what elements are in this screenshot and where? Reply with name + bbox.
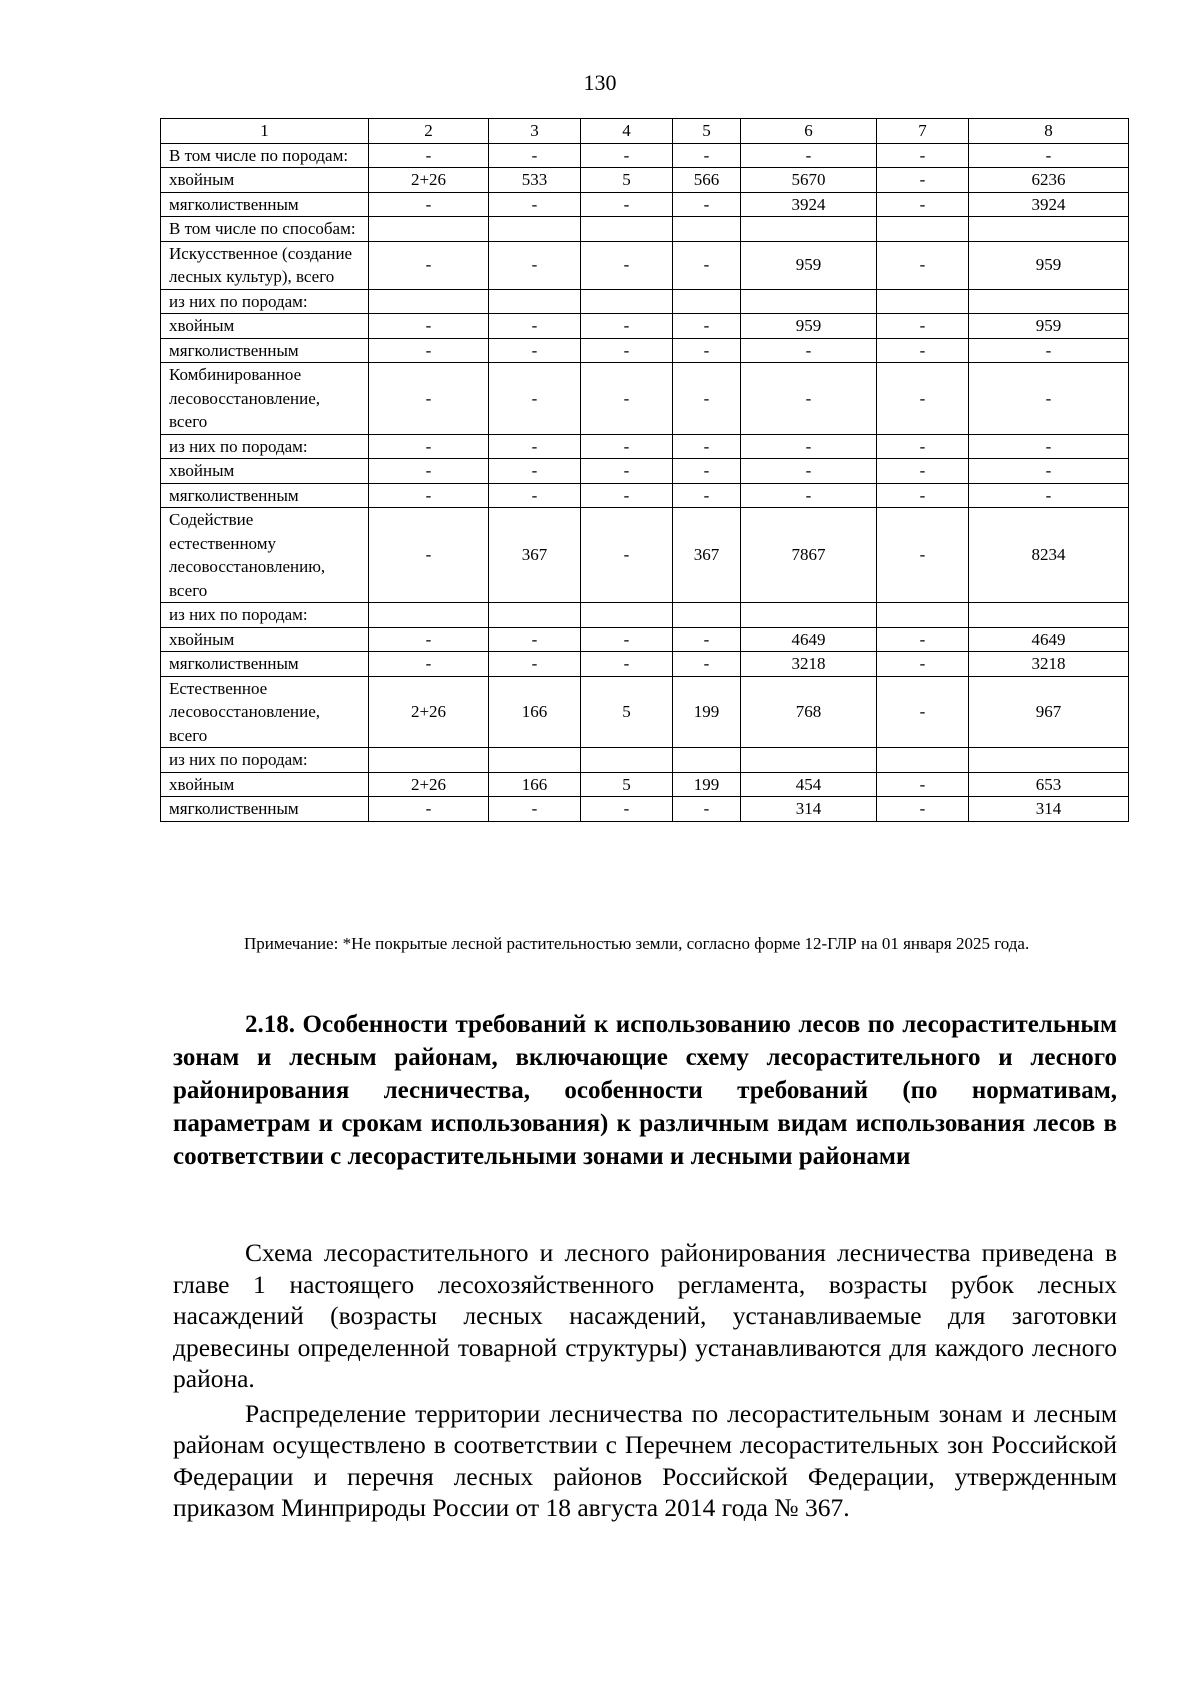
table-row: [161, 797, 1129, 822]
table-cell: -: [673, 314, 741, 339]
table-cell: [369, 603, 489, 628]
table-cell: -: [581, 192, 673, 217]
table-cell: -: [369, 459, 489, 484]
table-cell: [877, 748, 969, 773]
table-cell: 959: [741, 314, 877, 339]
table-cell: 199: [673, 676, 741, 748]
table-cell: -: [581, 483, 673, 508]
table-cell: -: [489, 797, 581, 822]
table-cell: -: [741, 483, 877, 508]
table-cell: -: [581, 652, 673, 677]
table-cell: [673, 603, 741, 628]
table-row: [161, 603, 1129, 628]
table-cell: -: [581, 143, 673, 168]
table-cell: -: [489, 483, 581, 508]
row-label: В том числе по способам:: [161, 217, 369, 242]
table-cell: 4649: [969, 627, 1129, 652]
table-cell: 533: [489, 168, 581, 193]
table-cell: 967: [969, 676, 1129, 748]
row-label: Содействие естественному лесовосстановлению, всего: [161, 508, 369, 603]
table-cell: -: [877, 772, 969, 797]
row-label: Комбинированное лесовосстановление, всего: [161, 363, 369, 435]
table-cell: -: [741, 459, 877, 484]
table-row: [161, 363, 1129, 435]
table-cell: -: [489, 652, 581, 677]
table-footnote: Примечание: *Не покрытые лесной растительностью земли, согласно форме 12-ГЛР на 01 января 2025 года.: [244, 934, 1030, 953]
table-cell: 454: [741, 772, 877, 797]
row-label: из них по породам:: [161, 289, 369, 314]
table-cell: 3218: [741, 652, 877, 677]
table-cell: -: [673, 241, 741, 289]
table-cell: 8234: [969, 508, 1129, 603]
table-cell: -: [877, 363, 969, 435]
table-cell: -: [489, 241, 581, 289]
table-cell: -: [969, 483, 1129, 508]
table-cell: -: [969, 143, 1129, 168]
row-label: хвойным: [161, 627, 369, 652]
table-row: [161, 168, 1129, 193]
table-cell: 314: [741, 797, 877, 822]
table-cell: -: [877, 314, 969, 339]
table-cell: 314: [969, 797, 1129, 822]
table-cell: 3924: [741, 192, 877, 217]
table-cell: -: [877, 676, 969, 748]
forest-restoration-table-container: [160, 118, 1128, 822]
table-cell: -: [877, 143, 969, 168]
row-label: из них по породам:: [161, 603, 369, 628]
column-number: 1: [161, 119, 369, 144]
table-cell: -: [877, 338, 969, 363]
row-label: мягколиственным: [161, 797, 369, 822]
column-number: 5: [673, 119, 741, 144]
table-cell: 3218: [969, 652, 1129, 677]
table-cell: [369, 748, 489, 773]
table-cell: -: [673, 652, 741, 677]
table-cell: [969, 603, 1129, 628]
table-cell: -: [877, 627, 969, 652]
table-cell: 367: [673, 508, 741, 603]
table-cell: -: [369, 143, 489, 168]
table-cell: -: [581, 508, 673, 603]
table-cell: 768: [741, 676, 877, 748]
table-row: [161, 459, 1129, 484]
table-cell: 653: [969, 772, 1129, 797]
table-cell: [489, 217, 581, 242]
table-row: [161, 338, 1129, 363]
table-cell: -: [369, 363, 489, 435]
table-cell: -: [581, 627, 673, 652]
table-cell: -: [369, 338, 489, 363]
table-cell: [969, 289, 1129, 314]
table-cell: -: [489, 192, 581, 217]
table-cell: -: [741, 363, 877, 435]
table-cell: 166: [489, 772, 581, 797]
table-cell: [741, 289, 877, 314]
table-cell: -: [581, 797, 673, 822]
table-row: [161, 652, 1129, 677]
table-cell: -: [369, 797, 489, 822]
column-number: 8: [969, 119, 1129, 144]
table-cell: -: [489, 143, 581, 168]
paragraph: Схема лесорастительного и лесного районирования лесничества приведена в главе 1 настоящего лесохозяйственного регламента, возрасты рубок лесных насаждений (возрасты лесных насаждений, устанавливаемые для заготовки древесины определенной товарной структуры) устанавливаются для каждого лесного района.: [173, 1238, 1117, 1393]
table-row: [161, 748, 1129, 773]
table-cell: -: [969, 363, 1129, 435]
table-cell: [581, 748, 673, 773]
row-label: мягколиственным: [161, 652, 369, 677]
row-label: хвойным: [161, 314, 369, 339]
table-cell: [369, 289, 489, 314]
table-row: [161, 143, 1129, 168]
table-cell: -: [741, 338, 877, 363]
table-cell: -: [877, 192, 969, 217]
table-cell: 5: [581, 676, 673, 748]
table-cell: -: [673, 363, 741, 435]
table-cell: -: [673, 434, 741, 459]
table-cell: -: [489, 363, 581, 435]
table-cell: 5: [581, 168, 673, 193]
table-row: [161, 508, 1129, 603]
table-cell: -: [673, 143, 741, 168]
row-label: Естественное лесовосстановление, всего: [161, 676, 369, 748]
column-number: 4: [581, 119, 673, 144]
table-cell: 2+26: [369, 676, 489, 748]
table-cell: 4649: [741, 627, 877, 652]
table-cell: -: [877, 168, 969, 193]
column-number: 3: [489, 119, 581, 144]
table-cell: [969, 217, 1129, 242]
table-cell: 199: [673, 772, 741, 797]
row-label: хвойным: [161, 168, 369, 193]
table-cell: 367: [489, 508, 581, 603]
table-cell: -: [369, 508, 489, 603]
table-cell: -: [877, 508, 969, 603]
table-cell: -: [673, 797, 741, 822]
table-cell: 166: [489, 676, 581, 748]
table-cell: [877, 603, 969, 628]
table-cell: 2+26: [369, 168, 489, 193]
row-label: мягколиственным: [161, 483, 369, 508]
row-label: из них по породам:: [161, 434, 369, 459]
table-cell: 959: [969, 241, 1129, 289]
table-cell: [969, 748, 1129, 773]
table-cell: 5: [581, 772, 673, 797]
section-heading: 2.18. Особенности требований к использованию лесов по лесорастительным зонам и лесным районам, включающие схему лесорастительного и лесного районирования лесничества, особенности требований (по нормативам, параметрам и срокам использования) к различным видам использования лесов в соответствии с лесорастительными зонами и лесными районами: [173, 1011, 1117, 1170]
row-label: мягколиственным: [161, 338, 369, 363]
table-cell: -: [369, 192, 489, 217]
table-cell: [877, 217, 969, 242]
table-cell: -: [369, 483, 489, 508]
table-cell: [581, 217, 673, 242]
table-cell: 959: [969, 314, 1129, 339]
table-cell: [489, 289, 581, 314]
table-row: [161, 434, 1129, 459]
table-cell: -: [969, 459, 1129, 484]
table-row: [161, 192, 1129, 217]
row-label: из них по породам:: [161, 748, 369, 773]
table-cell: [877, 289, 969, 314]
table-cell: -: [369, 241, 489, 289]
table-row: [161, 217, 1129, 242]
table-cell: [581, 603, 673, 628]
table-cell: -: [673, 459, 741, 484]
table-cell: -: [673, 338, 741, 363]
table-cell: [741, 603, 877, 628]
table-cell: -: [581, 459, 673, 484]
row-label: хвойным: [161, 772, 369, 797]
row-label: Искусственное (создание лесных культур), всего: [161, 241, 369, 289]
table-cell: [673, 748, 741, 773]
table-cell: -: [369, 314, 489, 339]
table-row: [161, 483, 1129, 508]
table-cell: -: [581, 434, 673, 459]
table-cell: 7867: [741, 508, 877, 603]
body-text: [173, 1237, 1117, 1527]
forest-restoration-table: [160, 118, 1129, 822]
table-cell: -: [489, 459, 581, 484]
table-cell: -: [489, 434, 581, 459]
table-cell: -: [581, 338, 673, 363]
table-cell: [369, 217, 489, 242]
row-label: В том числе по породам:: [161, 143, 369, 168]
row-label: хвойным: [161, 459, 369, 484]
table-cell: -: [877, 434, 969, 459]
table-row: [161, 314, 1129, 339]
column-number: 2: [369, 119, 489, 144]
table-row: [161, 676, 1129, 748]
row-label: мягколиственным: [161, 192, 369, 217]
table-cell: 5670: [741, 168, 877, 193]
table-cell: -: [877, 797, 969, 822]
table-cell: [673, 289, 741, 314]
table-row: [161, 241, 1129, 289]
table-cell: -: [969, 338, 1129, 363]
table-cell: -: [969, 434, 1129, 459]
table-cell: -: [741, 143, 877, 168]
table-cell: -: [581, 314, 673, 339]
table-row: [161, 289, 1129, 314]
table-cell: [581, 289, 673, 314]
table-cell: -: [673, 627, 741, 652]
paragraph: Распределение территории лесничества по лесорастительным зонам и лесным районам осуществлено в соответствии с Перечнем лесорастительных зон Российской Федерации и перечня лесных районов Российской Федерации, утвержденным приказом Минприроды России от 18 августа 2014 года № 367.: [173, 1398, 1117, 1522]
table-cell: -: [489, 338, 581, 363]
table-cell: [741, 748, 877, 773]
table-cell: -: [581, 363, 673, 435]
table-cell: 959: [741, 241, 877, 289]
column-number: 6: [741, 119, 877, 144]
table-cell: -: [369, 627, 489, 652]
table-cell: 6236: [969, 168, 1129, 193]
table-cell: [489, 603, 581, 628]
table-cell: 2+26: [369, 772, 489, 797]
table-cell: 3924: [969, 192, 1129, 217]
table-row: [161, 772, 1129, 797]
table-cell: -: [369, 434, 489, 459]
table-row: [161, 627, 1129, 652]
table-cell: -: [673, 483, 741, 508]
table-cell: -: [489, 627, 581, 652]
table-cell: -: [877, 652, 969, 677]
column-number: 7: [877, 119, 969, 144]
table-cell: 566: [673, 168, 741, 193]
table-header-row: [161, 119, 1129, 144]
table-cell: [741, 217, 877, 242]
table-cell: -: [369, 652, 489, 677]
table-body: [161, 119, 1129, 822]
page-number: 130: [583, 70, 617, 95]
table-cell: -: [581, 241, 673, 289]
table-cell: -: [741, 434, 877, 459]
table-cell: [489, 748, 581, 773]
table-cell: [673, 217, 741, 242]
table-cell: -: [673, 192, 741, 217]
table-cell: -: [877, 483, 969, 508]
table-cell: -: [489, 314, 581, 339]
table-cell: -: [877, 241, 969, 289]
table-cell: -: [877, 459, 969, 484]
